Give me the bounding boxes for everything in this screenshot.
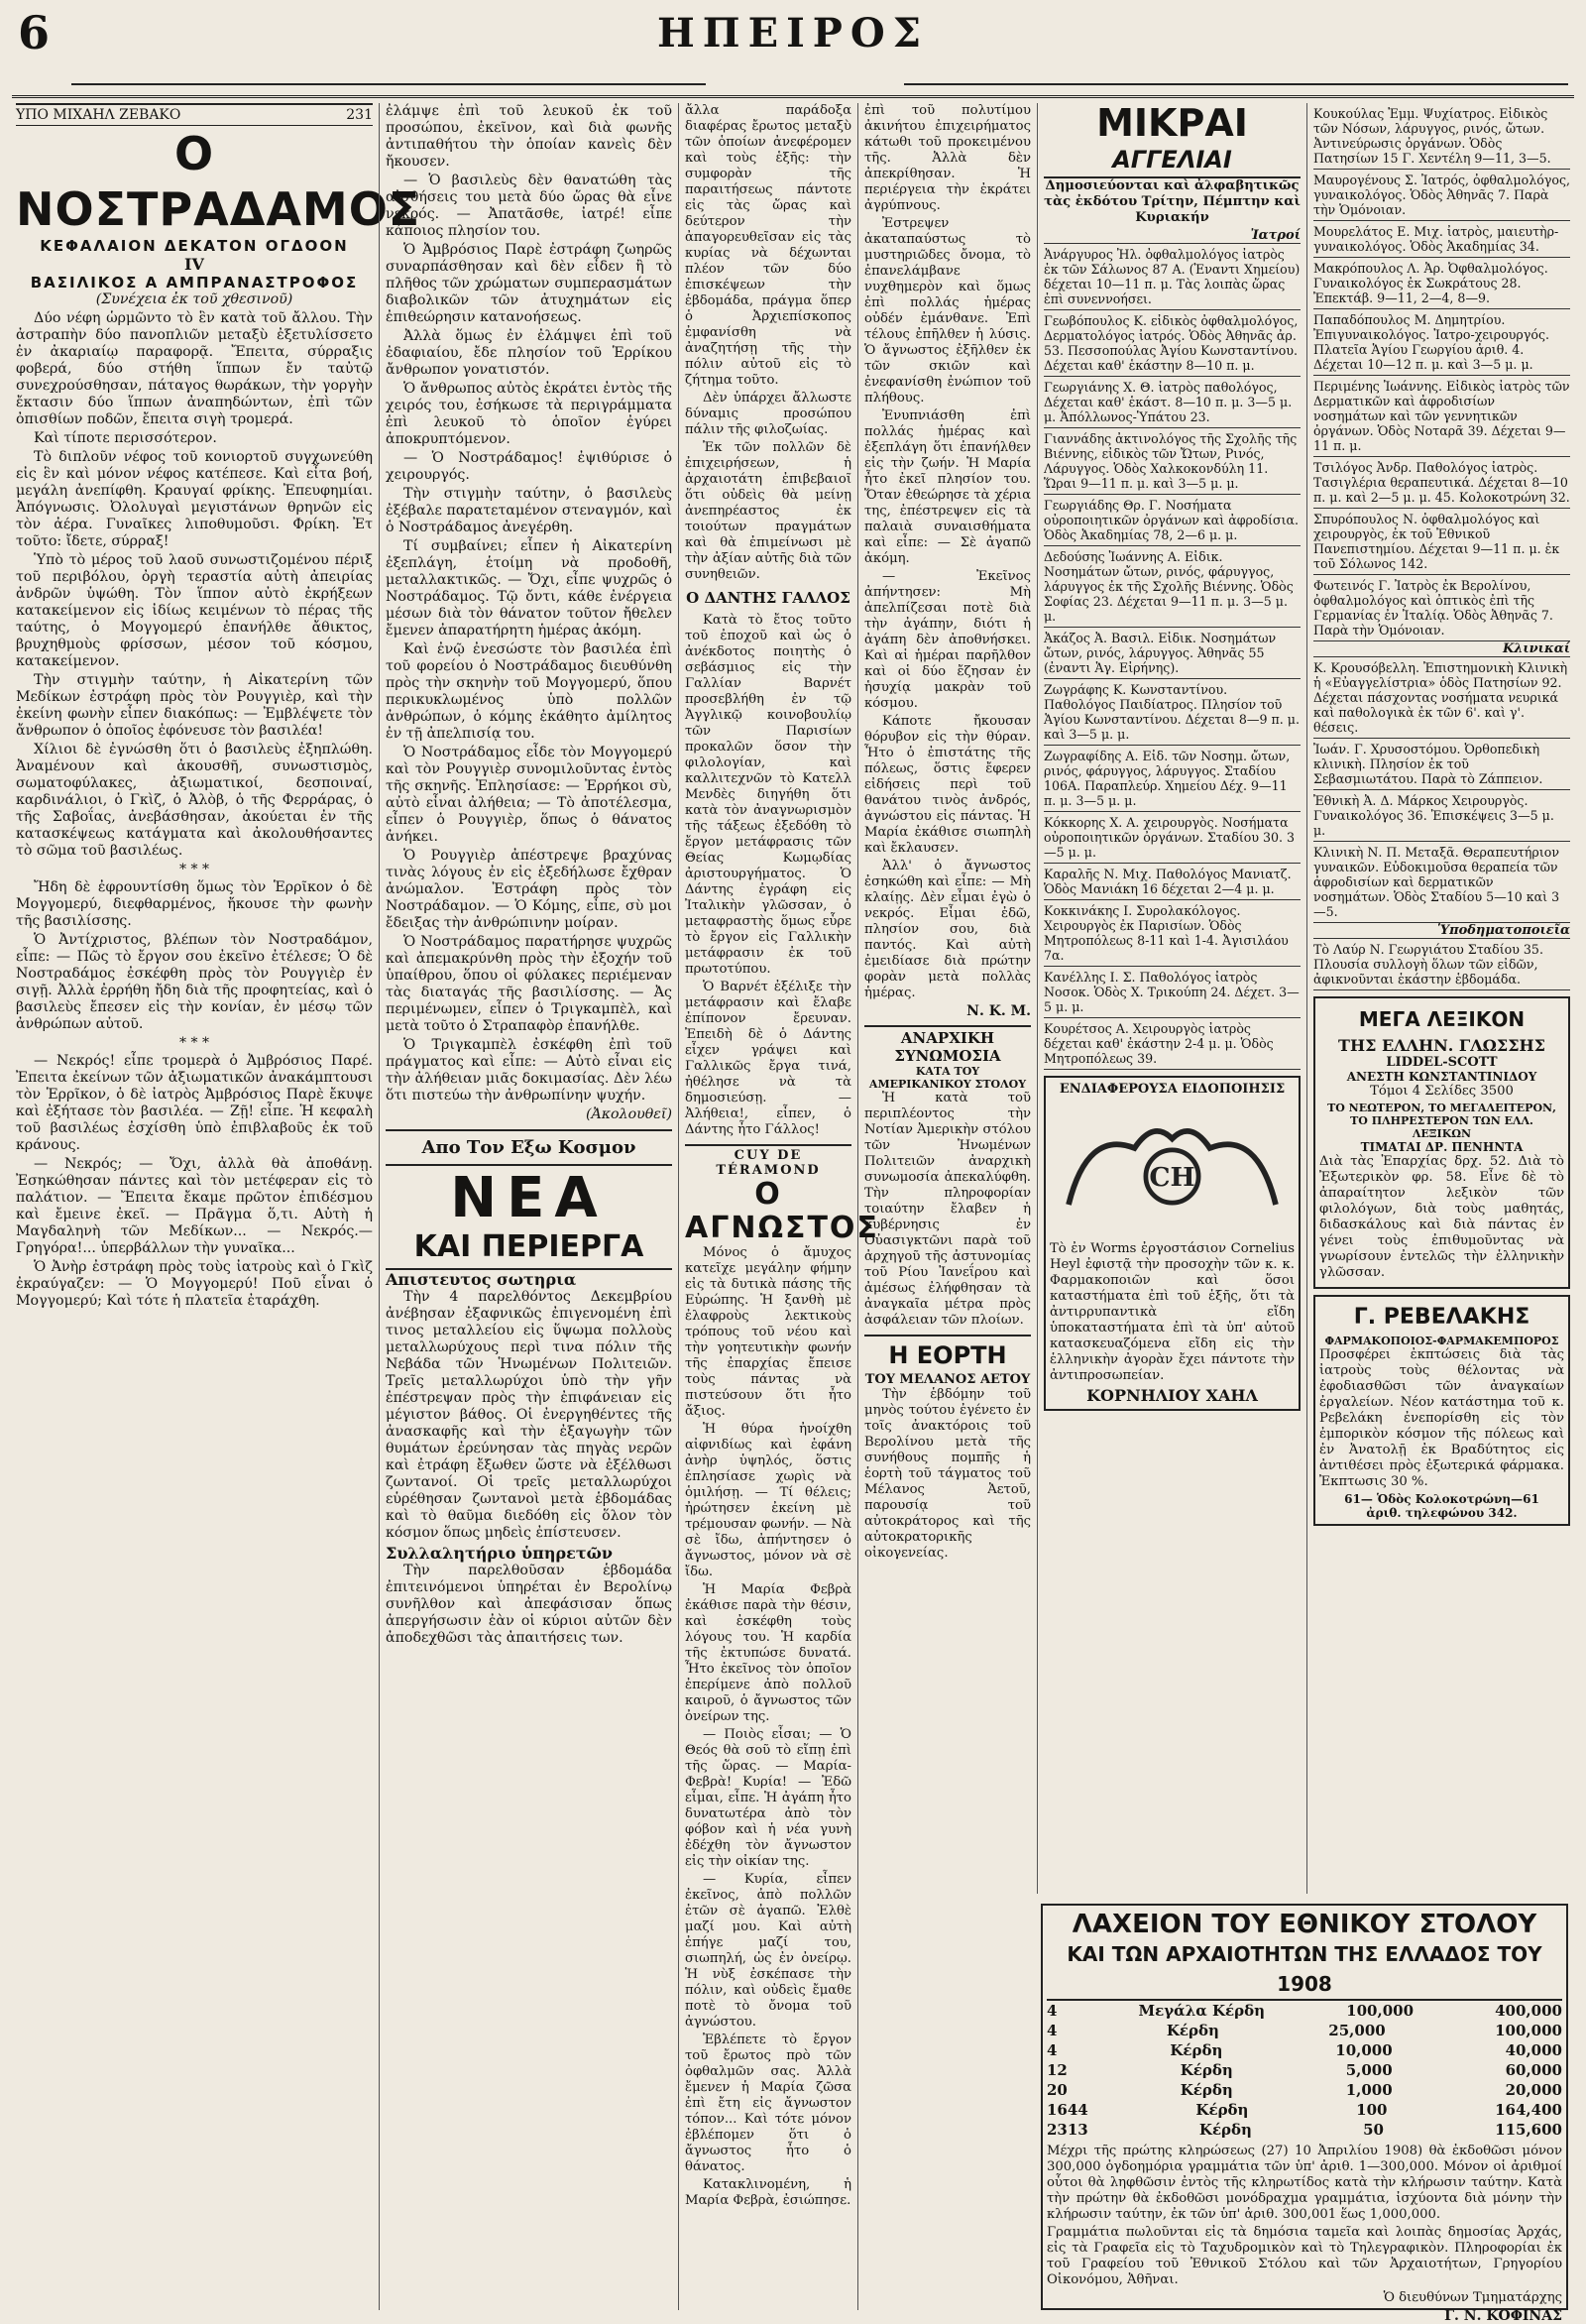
classified-list <box>1313 103 1570 641</box>
paragraph: Τί συμβαίνει; εἶπεν ἡ Αἰκατερίνη ἐξεπλάγη, ἑτοίμη νὰ προδοθῆ, μεταλλακτικῶς. — Ὄχι, εἶπε ψυχρῶς ὁ Νοστράδαμος. Τῷ ὄντι, κάθε ἐνέργεια μέσων διὰ τὸν θάνατον τοῦτον ἤθελεν ἔμενεν ἀπαρατήρητη ἡμέρας ἀκόμη. <box>386 538 672 639</box>
classified-ad: Τσιλόγος Ἀνδρ. Παθολόγος ἰατρὸς. Τασιγλέρια θεραπευτικά. Δέχεται 8—10 π. μ. καὶ 2—5 μ. μ. 45. Κολοκοτρώνη 32. <box>1313 457 1570 509</box>
section-banner: Απο Τον Εξω Κοσμον <box>421 1137 636 1158</box>
dragon-emblem-icon <box>1050 1103 1295 1231</box>
paragraph: Ὁ Νοστράδαμος παρατήρησε ψυχρῶς καὶ ἀπεμακρύνθη πρὸς τὴν ἐξοχήν τοῦ ὑπαίθρου, ὅπου οἱ φύλακες περιέμεναν τὰς διαταγάς τῆς βασιλίσσης. — Ἀς περιμένωμεν, εἶπεν ὁ Τριγκαμπὲλ, καὶ μετὰ τοῦτο ὁ Στραπαφὸρ ἐπανήλθε. <box>386 934 672 1034</box>
paper-title: ΗΠΕΙΡΟΣ <box>657 10 929 57</box>
paragraph: Ὑπὸ τὸ μέρος τοῦ λαοῦ συνωστιζομένου πέριξ τοῦ περιβόλου, ὀργὴ τεραστία αὐτὴ ἀπειρίας ἀνδρῶν ὑψώθη. Τὸν ἵππον αὐτὸ ἐκρήξεων κατακείμενον εἰς ἰδίως κειμένων τὸ πέρας τῆς ταύτης, ὁ Μογγομερύ ἐπανήλθε ἄθικτος, βρυχηθμοὺς φρίσσων, μέσον τοῦ κόσμου, κατακείμενον. <box>16 552 373 669</box>
classified-ad: Μαυρογένους Σ. Ἰατρός, ὀφθαλμολόγος, γυναικολόγος. Ὁδὸς Ἀθηνᾶς 7. Παρὰ τὴν Ὁμόνοιαν. <box>1313 170 1570 221</box>
lottery-each: 10,000 <box>1335 2041 1393 2059</box>
lexicon-editor: ΑΝΕΣΤΗ ΚΩΝΣΤΑΝΤΙΝΙΔΟΥ <box>1346 1070 1537 1084</box>
lottery-each: 100,000 <box>1346 2002 1415 2020</box>
classified-ad: Γεωργιάνης Χ. Θ. ἰατρὸς παθολόγος, Δέχεται καθ' ἑκάστ. 8—10 π. μ. 3—5 μ. μ. Ἀπόλλωνος-Ὑπάτου 23. <box>1044 377 1301 428</box>
lottery-each: 5,000 <box>1345 2061 1393 2079</box>
serial-author: ΥΠΟ ΜΙΧΑΗΛ ΖΕΒΑΚΟ <box>16 107 181 123</box>
lexicon-volumes: Τόμοι 4 Σελίδες 3500 <box>1370 1084 1514 1099</box>
classifieds-intro: Δημοσιεύονται καὶ ἀλφαβητικῶς τὰς ἐκδότου Τρίτην, Πέμπτην καὶ Κυριακήν <box>1044 178 1301 225</box>
lottery-each: 50 <box>1363 2121 1384 2139</box>
classified-ad: Μακρόπουλος Λ. Ἀρ. Ὀφθαλμολόγος. Γυναικολόγος ἐκ Σωκράτους 28. Ἐπεκτάβ. 9—11, 2—4, 8—9. <box>1313 258 1570 309</box>
pharmacist-phone: ἀριθ. τηλεφώνου 342. <box>1366 1506 1518 1520</box>
serial-number: 231 <box>346 107 373 123</box>
pharmacy-ad <box>1313 1295 1570 1526</box>
paragraph: — Ὁ βασιλεὺς δὲν θανατώθη τὰς αἰσθήσεις του μετὰ δύο ὥρας θὰ εἶνε νεκρός. — Ἀπατᾶσθε, ἰατρέ! εἶπε κάποιος πλησίον του. <box>386 173 672 239</box>
lottery-total: 115,600 <box>1495 2121 1562 2139</box>
story-title: Η ΕΟΡΤΗ <box>888 1341 1007 1369</box>
paragraph: — Ὁ Νοστράδαμος! ἐψιθύρισε ὁ χειρουργός. <box>386 450 672 483</box>
lottery-row <box>1047 2080 1562 2100</box>
clinic-ad: Ἰωάν. Γ. Χρυσοστόμου. Ὀρθοπεδικὴ κλινικὴ. Πλησίον ἐκ τοῦ Σεβασμιωτάτου. Παρὰ τὸ Ζάππειον. <box>1313 739 1570 790</box>
lottery-count: 4 <box>1047 2002 1058 2020</box>
lottery-total: 40,000 <box>1505 2041 1562 2059</box>
to-be-continued: (Ἀκολουθεῖ) <box>585 1106 672 1122</box>
paragraph: Ὁ Τριγκαμπὲλ ἐσκέφθη ἐπὶ τοῦ πράγματος καὶ εἶπε: — Αὐτὸ εἶναι εἰς τὴν ἀλήθειαν μιᾶς δοκιμασίας. Δὲν λέω ὅτι πιστεύω τὴν ἀνθρωπίνην ψυχήν. <box>386 1037 672 1104</box>
paragraph: Τὴν 4 παρελθόντος Δεκεμβρίου ἀνέβησαν ἐξαφνικῶς ἐπιγενομένη ἐπὶ τινος μεταλλείου εἰς ὕψωμα πολλοὺς μεταλλωρύχους περὶ τινα πόλιν τῆς Νεβάδα τῶν Ἡνωμένων Πολιτειῶν. Τρεῖς μεταλλωρύχοι ὑπὸ τὴν γῆν ἐπέστρεψαν πρὸς τὴν ἐπιφάνειαν εἰς μέγιστον βάθος. Οἱ ἐνεργηθέντες τῆς ἀνασκαφῆς καὶ τὴν ἐξαγωγὴν τῶν θυμάτων ἐρεύνησαν τὰς πηγὰς νερῶν καὶ ἐτράφη ἔξωθεν ὥστε νὰ ἐξέλθωσι ζωντανοί. Οἱ τρεῖς μεταλλωρύχοι εὑρέθησαν ζωντανοὶ μετὰ ἑβδομάδας καὶ τὸ θαῦμα διεδόθη εἰς ὅλον τὸν κόσμον ὅπως μηδεὶς ἐπίστευσεν. <box>386 1289 672 1541</box>
clinic-list <box>1313 657 1570 923</box>
paragraph: ἐπὶ τοῦ πολυτίμου ἀκινήτου ἐπιχειρήματος κάτωθι τοῦ προκειμένου τῆς. Ἀλλὰ δὲν ἀπεκρίθησαν. Ἡ περιέργεια τὴν ἐκράτει ἀγρύπνους. <box>864 103 1031 213</box>
mikrai-heading: ΜΙΚΡΑΙ <box>1096 101 1248 145</box>
classified-ad: Γεωβόπουλος Κ. εἰδικὸς ὀφθαλμολόγος, Δερματολόγος ἰατρός. Ὁδὸς Ἀθηνᾶς ἀρ. 53. Πεσσοπούλας Ἀγίου Κωνσταντίνου. Δέχεται καθ' ἑκάστην 8—10 π. μ. <box>1044 310 1301 377</box>
paragraph: Κατὰ τὸ ἔτος τοῦτο τοῦ ἐποχοῦ καὶ ὡς ὁ ἀνέκδοτος ποιητὴς ὁ σεβάσμιος εἰς τὴν Γαλλίαν Βαρνέτ προσεβλήθη ἐν τῷ Ἀγγλικῷ κοινοβουλίῳ τῶν Παρισίων προκαλῶν ὅσον τὴν φιλολογίαν, καὶ καλλιτεχνῶν τὸ Κατελλ Μενδὲς διηγήθη ὅτι κατὰ τὸν ἀναγνωρισμὸν τῆς τάξεως ἐξεδόθη τὸ ἔργον μετάφρασις τῶν Θείας Κωμῳδίας ἀριστουργήματος. Ὁ Δάντης ἐγράφη εἰς Ἰταλικὴν γλῶσσαν, ὁ μεταφραστὴς ὅμως εὗρε τὸ ἔργον εἰς Γαλλικὴν μετάφρασιν ἐκ τοῦ πρωτοτύπου. <box>685 613 851 977</box>
lottery-note: Μέχρι τῆς πρώτης κληρώσεως (27) 10 Ἀπριλίου 1908) θὰ ἐκδοθῶσι μόνον 300,000 ὀγδοημόρια γραμμάτια τῶν ὑπ' ἀριθ. 1—300,000. Μόνον οἱ ἀριθμοί οὗτοι θὰ ληφθῶσιν ἐντὸς τῆς κληρωτίδος κατὰ τὴν κλήρωσιν ταύτην. Κατὰ τὴν πρώτην θὰ ἐκδοθῶσι μονόδραχμα γραμμάτια, ἰσχύοντα διὰ μόνην τὴν κλήρωσιν ταύτην, ἐκ τῶν ὑπ' ἀριθ. 300,001 ἕως 1,000,000. <box>1047 2144 1562 2222</box>
classified-ad: Παπαδόπουλος Μ. Δημητρίου. Ἐπιγυναικολόγος. Ἰατρο-χειρουργός. Πλατεῖα Ἁγίου Γεωργίου ἀριθ. 4. Δέχεται 10—12 π. μ. καὶ 3—5 μ. μ. <box>1313 309 1570 376</box>
story-title: Ο ΔΑΝΤΗΣ ΓΑΛΛΟΣ <box>686 589 850 607</box>
classified-ad: Φωτεινός Γ. Ἰατρὸς ἐκ Βερολίνου, ὀφθαλμολόγος καὶ ὀπτικὸς ἐπὶ τῆς Γερμανίας ἐν Ἰταλίᾳ. Ὁδὸς Ἀθηνᾶς 7. Παρὰ τὴν Ὁμόνοιαν. <box>1313 575 1570 641</box>
paragraph: Δὲν ὑπάρχει ἄλλωστε δύναμις προσώπου πάλιν τῆς φιλοζωίας. <box>685 391 851 437</box>
lottery-each: 1,000 <box>1345 2081 1393 2099</box>
section-separator: * * * <box>179 862 209 877</box>
paragraph: Ἀλλὰ ὅμως ἐν ἐλάμψει ἐπὶ τοῦ ἐδαφιαίου, ἔδε πλησίον τοῦ Ἑρρίκου ἄνθρωπον γονατιστόν. <box>386 328 672 378</box>
chapter-subtitle: ΒΑΣΙΛΙΚΟΣ Α ΑΜΠΡΑΝΑΣΤΡΟΦΟΣ <box>30 274 359 291</box>
lexicon-subtitle: ΤΗΣ ΕΛΛΗΝ. ΓΛΩΣΣΗΣ <box>1338 1036 1545 1055</box>
lottery-subtitle: ΚΑΙ ΤΩΝ ΑΡΧΑΙΟΤΗΤΩΝ ΤΗΣ ΕΛΛΑΔΟΣ ΤΟΥ 1908 <box>1047 1939 1562 2001</box>
classified-ad: Κουρέτσος Α. Χειρουργὸς ἰατρὸς δέχεται καθ' ἑκάστην 2-4 μ. μ. Ὁδὸς Μητροπόλεως 39. <box>1044 1018 1301 1070</box>
lottery-prize-table <box>1047 2001 1562 2140</box>
nea-heading: ΝΕΑ <box>386 1164 672 1230</box>
lottery-each: 25,000 <box>1328 2022 1386 2039</box>
classified-ad: Γεωργιάδης Θρ. Γ. Νοσήματα οὐροποιητικῶν ὀργάνων καὶ ἀφροδίσια. Ὁδὸς Ἀκαδημίας 78, 2—6 μ. μ. <box>1044 495 1301 546</box>
column-3 <box>678 103 879 2310</box>
column-2 <box>379 103 678 2310</box>
clinic-ad: Κλινικὴ Ν. Π. Μεταξᾶ. Θεραπευτήριον γυναικῶν. Εὐδοκιμοῦσα θεραπεία τῶν ἀφροδισίων καὶ δερματικῶν νοσημάτων. Ὁδὸς Σταδίου 5—10 καὶ 3—5. <box>1313 842 1570 923</box>
lexicon-ad <box>1313 996 1570 1289</box>
classified-ad: Γιαννάδης ἀκτινολόγος τῆς Σχολῆς τῆς Βιέννης, εἰδικὸς τῶν Ὤτων, Ρινός, Λάρυγγος. Ὁδὸς Χαλκοκονδύλη 11. Ὥραι 9—11 π. μ. καὶ 3—5 μ. μ. <box>1044 428 1301 495</box>
paragraph: Ἐκ τῶν πολλῶν δὲ ἐπιχειρήσεων, ἡ ἀρχαιοτάτη ἐπιβεβαιοῖ ὅτι οὐδεὶς θὰ μείνῃ ἀνεπηρέαστος ἐκ τοιούτων πραγμάτων καὶ θὰ ἐπιμείνωσι μὲ τὴν ἀξίαν αὐτῆς διὰ τῶν συνηθειῶν. <box>685 440 851 582</box>
paragraph: Καὶ τίποτε περισσότερον. <box>34 430 217 446</box>
lottery-label: Κέρδη <box>1180 2081 1233 2099</box>
classified-ad: Μουρελάτος Ε. Μιχ. ἰατρὸς, μαιευτὴρ-γυναικολόγος. Ὁδὸς Ἀκαδημίας 34. <box>1313 221 1570 258</box>
classified-list <box>1044 244 1301 1070</box>
lottery-row <box>1047 2021 1562 2040</box>
aggeliai-heading: ΑΓΓΕΛΙΑΙ <box>1044 143 1301 178</box>
lottery-row <box>1047 2040 1562 2060</box>
classified-ad: Καραλῆς Ν. Μιχ. Παθολόγος Μανιατζ. Ὁδὸς Μανιάκη 16 δέχεται 2—4 μ. μ. <box>1044 864 1301 900</box>
lottery-label: Κέρδη <box>1170 2041 1223 2059</box>
lottery-count: 12 <box>1047 2061 1068 2079</box>
paragraph: Ὁ Ἀμβρόσιος Παρὲ ἐστράφη ζωηρῶς συναρπάσθησαν καὶ δὲν εἶδεν ἢ τὸ πλῆθος τῶν χρώματων συμπερασμάτων διαβολικῶν τῶν ἀτυχημάτων εἰς ἐπιθεώρησιν κατανοήσεως. <box>386 242 672 325</box>
story-subtitle: ΤΟΥ ΜΕΛΑΝΟΣ ΑΕΤΟΥ <box>864 1372 1031 1387</box>
column-5-classifieds <box>1306 103 1576 1894</box>
paragraph: Ὁ Νοστράδαμος εἶδε τὸν Μογγομερύ καὶ τὸν Ρουγγιὲρ συνομιλοῦντας ἐντὸς τῆς σκηνῆς. Ἐπλησίασε: — Ἐρρήκοι σὺ, αὐτὸ εἶναι ἀλήθεια; — Τὸ ἀποτέλεσμα, εἶπεν ὁ Ρουγγιὲρ, ὅπως ὁ θάνατος ἀνήκει. <box>386 745 672 845</box>
lottery-label: Μεγάλα Κέρδη <box>1138 2002 1266 2020</box>
lottery-row <box>1047 2100 1562 2120</box>
lottery-total: 60,000 <box>1505 2061 1562 2079</box>
paragraph: Ἤδη δὲ ἐφρουντίσθη ὅμως τὸν Ἑρρῖκον ὁ δὲ Μογγομερύ, διεφθαρμένος, ἤκουσε τὴν φωνὴν τῆς βασιλίσσης. <box>16 879 373 929</box>
column-4-classifieds <box>1037 103 1306 1894</box>
lottery-signature-name: Γ. Ν. ΚΟΦΙΝΑΣ <box>1444 2308 1562 2324</box>
lottery-note-2: Γραμμάτια πωλοῦνται εἰς τὰ δημόσια ταμεῖα καὶ λοιπὰς δημοσίας Ἀρχάς, εἰς τὰ Γραφεῖα εἰς τὸ Ταχυδρομικὸν καὶ τὸ Τηλεγραφικὸν. Πληροφορίαι ἐκ τοῦ Γραφείου τοῦ Ἐθνικοῦ Στόλου καὶ τῶν Ἀρχαιοτήτων, Γρηγορίου Οἰκονόμου, Ἀθῆναι. <box>1047 2225 1562 2287</box>
lexicon-title: ΜΕΓΑ ΛΕΞΙΚΟΝ <box>1358 1007 1526 1031</box>
story-title: ΑΝΑΡΧΙΚΗ ΣΥΝΩΜΟΣΙΑ <box>894 1029 1001 1065</box>
chapter-heading: ΚΕΦΑΛΑΙΟΝ ΔΕΚΑΤΟΝ ΟΓΔΟΟΝ <box>40 237 349 255</box>
lottery-signature-title: Ὁ διευθύνων Τμηματάρχης <box>1383 2290 1562 2305</box>
lottery-row <box>1047 2001 1562 2021</box>
paragraph: Ὁ Ρουγγιὲρ ἀπέστρεψε βραχύνας τινὰς λόγους ἐν εἰς ἐξεδήλωσε ἔχθραν ἀνώμαλον. Ἐστράφη πρὸς τὸν Νοστράδαμον. — Ὁ Κόμης, εἶπε, σὺ μοι ἔδειξας τὴν ἀνθρώπινην μοίραν. <box>386 848 672 931</box>
lottery-label: Κέρδη <box>1180 2061 1233 2079</box>
paragraph: Ἀλλ' ὁ ἄγνωστος ἐσηκώθη καὶ εἶπε: — Μὴ κλαίῃς. Δὲν εἶμαι ἐγὼ ὁ νεκρός. Εἶμαι ἐδῶ, πλησίον σου, διὰ παντός. Καὶ αὐτὴ ἐμειδίασε διὰ πρώτην φορὰν μετὰ πολλὰς ἡμέρας. <box>864 859 1031 1000</box>
story-title: Συλλαλητήριο ὑπηρετῶν <box>386 1544 613 1563</box>
paragraph: Χίλιοι δὲ ἐγνώσθη ὅτι ὁ βασιλεὺς ἐξηπλώθη. Ἀναμένουν καὶ ἀκουσθῆ, συνωστισμὸς, σωματοφύλακες, ἀξιωματικοί, δεσποιναί, καρδινάλιοι, ὁ Γκὶζ, ὁ Ἀλὸβ, ὁ τῆς Φερράρας, ὁ τῆς Σαβοΐας, ἀνεβάσθησαν, ἀκούεται ἐν τῆς κατασκέψεως κατάγματα καὶ ἀκολουθήσαντες τὸ σῶμα τοῦ βασιλέως. <box>16 742 373 859</box>
lottery-each: 100 <box>1356 2101 1388 2119</box>
paragraph: Ὁ Ἀνὴρ ἐστράφη πρὸς τοὺς ἰατροὺς καὶ ὁ Γκὶζ ἐκραύγαζεν: — Ὁ Μογγομερύ! Ποῦ εἶναι ὁ Μογγομερύ; Καὶ τότε ἡ πλατεῖα ἐταράχθη. <box>16 1259 373 1309</box>
paragraph: — Νεκρός! εἶπε τρομερὰ ὁ Ἀμβρόσιος Παρέ. Ἐπειτα ἐκείνων τῶν ἀξιωματικῶν ἀνακάμπτουσι τὸν Ἑρρῖκον, ὁ δὲ ἰατρὸς Ἀμβρόσιος Παρὲ ἔκυψε καὶ ἐξήτασε τὸν βασιλέα. — Ζῇ! εἶπε. Ἡ κεφαλὴ τοῦ βασιλέως ἐσχίσθη ὑπὸ ἐπιβλαβοῦς ἐκ τοῦ κράνους. <box>16 1053 373 1153</box>
paragraph: Δύο νέφη ὡρμῶντο τὸ ἓν κατὰ τοῦ ἄλλου. Τὴν ἀστραπὴν δύο πανοπλιῶν μεταξὺ ἐξετυλίσσετο ἐν ἀκαριαίῳ παραφορᾷ. Ἔπειτα, σύρραξις φοβερά, δύο στήθη ἵππων ἔν ταὐτῷ συνεχρούσθησαν, πάταγος θωράκων, τὴν γοργὴν ἔκτασιν δύο ἵππων ἀναπηδώντων, ἐπὶ τῶν ὀπισθίων ποδῶν, ἔπειτα σιγὴ τρομερά. <box>16 310 373 427</box>
paragraph: ἐλάμψε ἐπὶ τοῦ λευκοῦ ἐκ τοῦ προσώπου, ἐκεῖνον, καὶ διὰ φωνῆς ἀντιπαθήτου τὴν ὁποίαν κανεὶς δὲν ἤκουσεν. <box>386 103 672 170</box>
paragraph: Ἡ θύρα ἠνοίχθη αἰφνιδίως καὶ ἐφάνη ἀνὴρ ὑψηλός, ὅστις ἐπλησίασε χωρὶς νὰ ὁμιλήσῃ. — Τί θέλεις; ἠρώτησεν ἐκείνη μὲ τρέμουσαν φωνήν. — Νὰ σὲ ἴδω, ἀπήντησεν ὁ ἄγνωστος, μόνον νὰ σὲ ἴδω. <box>685 1422 851 1579</box>
classified-ad: Κανέλλης Ι. Σ. Παθολόγος ἰατρὸς Νοσοκ. Ὁδὸς Χ. Τρικούπη 24. Δέχετ. 3—5 μ. μ. <box>1044 967 1301 1018</box>
serial-title: Ο ΝΟΣΤΡΑΔΑΜΟΣ <box>16 127 421 236</box>
paragraph: Τὴν παρελθοῦσαν ἑβδομάδα ἐπιτεινόμενοι ὑπηρέται ἐν Βερολίνῳ συνῆλθον καὶ ἀπεφάσισαν ὅπως ἀπεργήσωσιν ἐὰν οἱ κύριοι αὐτῶν δὲν ἀποδεχθῶσι τὰς ἀπαιτήσεις των. <box>386 1563 672 1646</box>
paragraph: Ἐνυπνιάσθη ἐπὶ πολλάς ἡμέρας καὶ ἐξεπλάγη ὅτι ἐπανήλθεν εἰς τὴν ζωήν. Ἡ Μαρία ἦτο ἐκεῖ πλησίον του. Ὅταν ἐθεώρησε τὰ χέρια της, ἐπέστρεψεν εἰς τὰ παλαιὰ συναισθήματα καὶ εἶπε: — Σὲ ἀγαπῶ ἀκόμη. <box>864 408 1031 566</box>
paragraph: Ἡ Μαρία Φεβρὰ ἐκάθισε παρὰ τὴν θέσιν, καὶ ἐσκέφθη τοὺς λόγους του. Ἡ καρδία τῆς ἐκτυπώσε δυνατά. Ἦτο ἐκεῖνος τὸν ὁποῖον ἐπερίμενε ἀπὸ πολλοῦ καιροῦ, ὁ ἄγνωστος τῶν ὀνείρων της. <box>685 1582 851 1724</box>
section-heading: Κλινικαί <box>1313 641 1570 657</box>
lottery-row <box>1047 2060 1562 2080</box>
clinic-ad: Ἐθνικὴ Ἀ. Δ. Μάρκος Χειρουργὸς. Γυναικολόγος 36. Ἐπισκέψεις 3—5 μ. μ. <box>1313 790 1570 842</box>
classified-ad: Κόκκορης Χ. Α. χειρουργὸς. Νοσήματα οὐροποιητικῶν ὀργάνων. Σταδίου 30. 3—5 μ. μ. <box>1044 812 1301 864</box>
notice-title: ΕΝΔΙΑΦΕΡΟΥΣΑ ΕΙΔΟΠΟΙΗΣΙΣ <box>1059 1082 1286 1097</box>
story-subtitle: ΚΑΤΑ ΤΟΥ ΑΜΕΡΙΚΑΝΙΚΟΥ ΣΤΟΛΟΥ <box>868 1065 1027 1091</box>
classified-ad: Δεδούσης Ἰωάννης Α. Εἰδικ. Νοσημάτων ὤτων, ρινός, φάρυγγος, λάρυγγος ἐκ τῆς Σχολῆς Βιέννης. Ὁδὸς Σοφίας 23. Δέχεται 9—11 π. μ. 3—5 μ. μ. <box>1044 546 1301 628</box>
lottery-total: 164,400 <box>1495 2101 1562 2119</box>
paragraph: ἄλλα παράδοξα διαφέρας ἔρωτος μεταξὺ τῶν ὁποίων ἀνεφέρομεν καὶ τοὺς ἑξῆς: τὴν συμφορὰν τῆς παραιτήσεως πάντοτε εἰς τὰς ὥρας καὶ δεύτερον τὴν ἀπαγορευθεῖσαν εἰς τὰς κυρίας νὰ δέχωνται πλέον τῶν δύο ἐπισκέψεων τὴν ἑβδομάδα, πράγμα ὅπερ ὁ Ἀρχιεπίσκοπος ἐμφανίσθη νὰ ἀναζητήσῃ τῆς τὴν πόλιν αὐτοῦ εἰς τὸ ζήτημα τοῦτο. <box>685 103 851 388</box>
paragraph: Τὴν ἑβδόμην τοῦ μηνὸς τούτου ἐγένετο ἐν τοῖς ἀνακτόροις τοῦ Βερολίνου μετὰ τῆς συνήθους πομπῆς ἡ ἑορτὴ τοῦ τάγματος τοῦ Μέλανος Ἀετοῦ, παρουσίᾳ τοῦ αὐτοκράτορος καὶ τῆς αὐτοκρατορικῆς οἰκογενείας. <box>864 1387 1031 1561</box>
lottery-total: 20,000 <box>1505 2081 1562 2099</box>
story-author: CUY DE TÉRAMOND <box>716 1148 821 1178</box>
chapter-number: IV <box>184 255 204 274</box>
lottery-count: 4 <box>1047 2041 1058 2059</box>
lottery-title: ΛΑΧΕΙΟΝ ΤΟΥ ΕΘΝΙΚΟΥ ΣΤΟΛΟΥ <box>1072 1910 1537 1939</box>
paragraph: — Ποιὸς εἶσαι; — Ὁ Θεός θὰ σοῦ τὸ εἴπῃ ἐπὶ τῆς ὥρας. — Μαρία-Φεβρὰ! Κυρία! — Ἐδῶ εἶμαι, εἶπε. Ἡ ἀγάπη ἦτο δυνατωτέρα ἀπὸ τὸν φόβον καὶ ἡ νέα γυνὴ ἐδέχθη τὸν ἄγνωστον εἰς τὴν οἰκίαν της. <box>685 1727 851 1869</box>
lottery-label: Κέρδη <box>1166 2022 1219 2039</box>
lottery-row <box>1047 2120 1562 2140</box>
lexicon-authors: LIDDEL-SCOTT <box>1386 1055 1498 1070</box>
agnostos-title: Ο ΑΓΝΩΣΤΟΣ <box>685 1177 879 1245</box>
lottery-total: 400,000 <box>1495 2002 1562 2020</box>
paragraph: — Νεκρός; — Ὄχι, ἀλλὰ θὰ ἀποθάνῃ. Ἐσηκώθησαν πάντες καὶ τὸν μετέφεραν εἰς τὸ παλάτιον. — Ἔπειτα ἔκαμε πρῶτον ἐπιδέσμου καὶ ἔμεινε ἐκεῖ. — Πρᾶγμα ὅ,τι. Αὐτὴ ἡ Μαγδαληνὴ τῶν Μεδίκων... — Νεκρός.— Γρηγόρα!... ὑπερβάλλων τὴν γυναῖκα... <box>16 1156 373 1256</box>
lexicon-body: Διὰ τὰς Ἐπαρχίας δρχ. 52. Διὰ τὸ Ἐξωτερικὸν φρ. 58. Εἶνε δὲ τὸ ἀπαραίτητον λεξικὸν τῶν φιλολόγων, διὰ τοὺς μαθητάς, διδασκάλους καὶ διὰ πάντας ἐν γένει τοὺς ἐπιθυμοῦντας νὰ γνωρίσουν ἐντελῶς τὴν ἑλληνικὴν γλῶσσαν. <box>1319 1154 1564 1280</box>
svg-text:CH: CH <box>1149 1162 1195 1193</box>
paragraph: Κατακλινομένη, ἡ Μαρία Φεβρὰ, ἐσιώπησε. <box>685 2177 851 2208</box>
classified-ad: Περιμένης Ἰωάννης. Εἰδικὸς ἰατρὸς τῶν Δερματικῶν καὶ ἀφροδισίων νοσημάτων καὶ τῶν γεννητικῶν ὀργάνων. Ὁδὸς Νοταρᾶ 39. Δέχεται 9—11 π. μ. <box>1313 376 1570 457</box>
story-title: Απιστευτος σωτηρια <box>386 1270 577 1289</box>
notice-body: Τὸ ἐν Worms ἐργοστάσιον Cornelius Heyl ἐφιστᾷ τὴν προσοχὴν τῶν κ. κ. Φαρμακοποιῶν καὶ ὅσοι καταστήματα ἐπὶ τοῦ ἑξῆς, ὅτι τὰ ἀντιρρυπαντικὰ εἴδη ὑποκαταστήματα ἐπὶ τὰ ὑπ' αὐτοῦ κατασκευαζόμενα εἴδη εἰς τὴν ἑλληνικὴν ἀγορὰν ἔχει πάντοτε τὴν ἀντιπροσωπείαν. <box>1050 1241 1295 1383</box>
classified-ad: Σπυρόπουλος Ν. ὀφθαλμολόγος καὶ χειρουργὸς, ἐκ τοῦ Ἐθνικοῦ Πανεπιστημίου. Δέχεται 9—11 π. μ. ἐκ τοῦ Σόλωνος 142. <box>1313 509 1570 575</box>
paragraph: Καὶ ἐνῷ ἐνεσώστε τὸν βασιλέα ἐπὶ τοῦ φορείου ὁ Νοστράδαμος διευθύνθη πρὸς τὴν σκηνὴν τοῦ Μογγομερύ, ὅπου περικυκλωμένος ὑπὸ πολλῶν ἀνθρώπων, ὁ κόμης ἐκάθητο ἀμίλητος ἐν τῇ ἀπελπισίᾳ του. <box>386 641 672 742</box>
classified-ad: Ζωγράφης Κ. Κωνσταντίνου. Παθολόγος Παιδίατρος. Πλησίον τοῦ Ἁγίου Κωνσταντίνου. Δέχεται 8—9 π. μ. καὶ 3—5 μ. μ. <box>1044 679 1301 746</box>
paragraph: Ὁ Ἀντίχριστος, βλέπων τὸν Νοστραδάμον, εἶπε: — Πῶς τὸ ἔργον σου ἐκεῖνο ἐτέλεσε; Ὁ δὲ Νοστραδάμος ἐσκέφθη πρὸς τὸν Ρουγγιὲρ ἐν σιγῇ. Ἀλλὰ ἐρρήθη ἤδη διὰ τῆς προφητείας, καὶ ὁ βασιλεὺς ἔπεσεν εἰς τὴν κονίαν, ἐν μέσῳ τῶν ἀνθρώπων αὐτοῦ. <box>16 932 373 1032</box>
classified-ad: Κουκούλας Ἐμμ. Ψυχίατρος. Εἰδικὸς τῶν Νόσων, λάρυγγος, ρινός, ὤτων. Ἀντινεύρωσις ὀργάνων. Ὁδὸς Πατησίων 15 Γ. Χεντέλη 9—11, 3—5. <box>1313 103 1570 170</box>
lottery-label: Κέρδη <box>1198 2121 1252 2139</box>
paragraph: Κάποτε ἤκουσαν θόρυβον εἰς τὴν θύραν. Ἦτο ὁ ἐπιστάτης τῆς πόλεως, ὅστις ἔφερεν εἰδήσεις περὶ τοῦ θανάτου τινὸς ἀνδρός, ἀγνώστου εἰς πάντας. Ἡ Μαρία ἐκάθισε σιωπηλὴ καὶ ἔκλαυσεν. <box>864 714 1031 856</box>
paragraph: Ἐστρεψεν ἀκαταπαύστως τὸ μυστηριῶδες ὄνομα, τὸ ἐπανελάμβανε νυχθημερὸν καὶ ὅμως ἐπὶ πολλάς ἡμέρας οὐδέν ἐμάνθανε. Ἐπὶ τέλους ἐπῆλθεν ἡ λύσις. Ὁ ἄγνωστος ἐξῆλθεν ἐκ τῶν σκιῶν καὶ ἐνεφανίσθη ἐνώπιον τοῦ πλήθους. <box>864 216 1031 406</box>
paragraph: Ὁ ἄνθρωπος αὐτὸς ἐκράτει ἐντὸς τῆς χειρός του, ἐσήκωσε τὰ περιγράμματα ἐπὶ λευκοῦ τὸ ὁποῖον ἐγύρει ἀποκρυπτόμενον. <box>386 381 672 447</box>
column-3b <box>857 103 1037 2310</box>
paragraph: — Ἐκεῖνος ἀπήντησεν: Μὴ ἀπελπίζεσαι ποτὲ διὰ τὴν ἀγάπην, διότι ἡ ἀγάπη δὲν ἀποθνήσκει. Καὶ αἱ ἡμέραι παρῆλθον καὶ οἱ δύο ἔζησαν ἐν ἡσυχίᾳ μακρὰν τοῦ κόσμου. <box>864 569 1031 711</box>
paragraph: Μόνος ὁ ἄμυχος κατεῖχε μεγάλην φήμην εἰς τὰ δυτικὰ πάσης τῆς Εὐρώπης. Ἡ ξανθὴ μὲ ἐλαφροὺς λεκτικοὺς τρόπους τοῦ νέου καὶ τὴν γοητευτικὴν φωνήν τῆς ἐπαρχίας ἔπεισε τοὺς πάντας νὰ πιστεύσουν ὅτι ἦτο ἄξιος. <box>685 1245 851 1419</box>
columns <box>10 101 1576 2324</box>
paragraph: Ὁ Βαρνέτ ἐξέλιξε τὴν μετάφρασιν καὶ ἔλαβε ἐπίπονον ἔρευναν. Ἐπειδὴ δὲ ὁ Δάντης εἶχεν γράψει καὶ Γαλλικῶς ἔργα τινά, ἠθέλησε νὰ τὰ δημοσιεύσῃ. — Ἀλήθεια!, εἶπεν, ὁ Δάντης ἦτο Γάλλος! <box>685 980 851 1137</box>
section-separator: * * * <box>179 1035 209 1051</box>
clinic-ad: Κ. Κρουσόβελλη. Ἐπιστημονικὴ Κλινικὴ ἡ «Εὐαγγελίστρια» ὁδὸς Πατησίων 92. Δέχεται πάσχοντας νοσήματα νευρικά καὶ παθολογικὰ ἐκ τῶν 6'. καὶ γ'. θέσεις. <box>1313 657 1570 739</box>
section-heading: Ἰατροί <box>1044 228 1301 244</box>
masthead-rule-left <box>71 83 706 85</box>
page-number: 6 <box>18 6 51 59</box>
masthead-rule-right <box>904 83 1568 85</box>
continued-note: (Συνέχεια ἐκ τοῦ χθεσινοῦ) <box>95 291 293 307</box>
lottery-count: 1644 <box>1047 2101 1088 2119</box>
pharmacist-name: Γ. ΡΕΒΕΛΑΚΗΣ <box>1353 1305 1530 1330</box>
lexicon-price: ΤΙΜΑΤΑΙ ΔΡ. ΠΕΝΗΝΤΑ <box>1360 1140 1524 1154</box>
paragraph: Τὸ διπλοῦν νέφος τοῦ κονιορτοῦ συγχωνεύθη εἰς ἓν καὶ μόνον νέφος κατέπεσε. Καὶ εἶτα βοή, μεγάλη ἀνεπίφθη. Κραυγαί φρίκης. Ἐπευφημίαι. Ἀπόγνωσις. Ὀλολυγαὶ μεγιστάνων θρηνῶν εἰς τὸν ἀέρα. Γυναῖκες λιποθυμοῦσι. Φρίκη. Ἐτ τοῦτο: ἴδετε, σύρραξ! <box>16 449 373 549</box>
company-name: ΚΟΡΝΗΛΙΟΥ ΧΑΗΛ <box>1086 1386 1258 1405</box>
paragraph: Τὴν στιγμὴν ταύτην, ὁ βασιλεὺς ἐξέβαλε παρατεταμένον στεναγμόν, καὶ ὁ Νοστράδαμος ἀνεγέρθη. <box>386 486 672 535</box>
paragraph: Ἐβλέπετε τὸ ἔργον τοῦ ἔρωτος πρὸ τῶν ὀφθαλμῶν σας. Ἀλλὰ ἔμενεν ἡ Μαρία ζῶσα ἐπὶ ἔτη εἰς ἄγνωστον τόπον... Καὶ τότε μόνον ἐβλέπομεν ὅτι ὁ ἄγνωστος ἦτο ὁ θάνατος. <box>685 2033 851 2174</box>
lottery-count: 2313 <box>1047 2121 1088 2139</box>
paragraph: — Κυρία, εἶπεν ἐκεῖνος, ἀπὸ πολλῶν ἐτῶν σὲ ἀγαπῶ. Ἐλθὲ μαζί μου. Καὶ αὐτὴ ἐπήγε μαζί του, σιωπηλή, ὡς ἐν ὀνείρῳ. Ἡ νὺξ ἐσκέπασε τὴν πόλιν, καὶ οὐδεὶς ἔμαθε ποτὲ τὸ ὄνομα τοῦ ἀγνώστου. <box>685 1872 851 2030</box>
lottery-count: 4 <box>1047 2022 1058 2039</box>
serial-header <box>16 103 373 126</box>
section-heading: Ὑποδηματοποιεῖα <box>1313 923 1570 939</box>
classified-ad: Ἀκάζος Ἀ. Βασιλ. Εἰδικ. Νοσημάτων ὤτων, ρινός, λάρυγγος. Ἀθηνᾶς 55 (ἐναντι Ἁγ. Εἰρήνης). <box>1044 628 1301 679</box>
article-signature: Ν. Κ. Μ. <box>966 1003 1031 1019</box>
classified-ad: Κοκκινάκης Ι. Συρολακόλογος. Χειρουργὸς ἐκ Παρισίων. Ὁδὸς Μητροπόλεως 8-11 καὶ 1-4. Ἀγισιλάου 7α. <box>1044 900 1301 967</box>
masthead <box>12 0 1574 98</box>
classified-ad: Ἀνάργυρος Ἠλ. ὀφθαλμολόγος ἰατρὸς ἐκ τῶν Σάλωνος 87 Α. (Ἐναντι Χημείου) δέχεται 10—11 π. μ. Τὰς λοιπὰς ὥρας ἐπὶ συνεννοήσει. <box>1044 244 1301 310</box>
classified-ad: Τὸ Λαύρ Ν. Γεωργιάτου Σταδίου 35. Πλουσία συλλογὴ ὅλων τῶν εἰδῶν, ἀφικνοῦνται ἑκάστην ἑβδομάδα. <box>1313 939 1570 990</box>
pharmacist-address: 61— Ὁδὸς Κολοκοτρώνη—61 <box>1344 1492 1539 1506</box>
paragraph: Ἡ κατὰ τοῦ περιπλέοντος τὴν Νοτίαν Ἀμερικὴν στόλου τῶν Ἡνωμένων Πολιτειῶν ἀναρχικὴ συνωμοσία ἀπεκαλύφθη. Τὴν πληροφορίαν τοιαύτην ἔλαβεν ἡ κυβέρνησις ἐν Οὐασιγκτῶνι παρὰ τοῦ ἀρχηγοῦ τῆς ἀστυνομίας τοῦ Ρίου Ἰανεΐρου καὶ ἀμέσως ἐλήφθησαν τὰ ἀναγκαῖα μέτρα πρὸς ἀσφάλειαν τῶν πλοίων. <box>864 1091 1031 1328</box>
lottery-count: 20 <box>1047 2081 1068 2099</box>
notice-box <box>1044 1076 1301 1411</box>
lottery-label: Κέρδη <box>1195 2101 1249 2119</box>
lexicon-pitch: ΤΟ ΝΕΩΤΕΡΟΝ, ΤΟ ΜΕΓΑΛΕΙΤΕΡΟΝ, ΤΟ ΠΛΗΡΕΣΤΕΡΟΝ ΤΩΝ ΕΛΛ. ΛΕΞΙΚΩΝ <box>1327 1102 1556 1140</box>
column-1-serial <box>10 103 421 2310</box>
pharmacist-body: Προσφέρει ἐκπτώσεις διὰ τὰς ἰατροὺς τοὺς θέλοντας νὰ ἐφοδιασθῶσι τῶν ἀναγκαίων ἐργαλείων. Νέον κατάστημα τοῦ κ. Ρεβελάκη ἐνεπορίσθη εἰς τὸν ἐμπορικὸν κόσμον τῆς πόλεως καὶ ἐν Ἀνατολῇ ἐκ Βραδύτητος εἰς ἀντιθέσει πρὸς ἐξωτερικά φάρμακα. Ἐκπτωσις 30 %. <box>1319 1347 1564 1489</box>
pharmacist-title: ΦΑΡΜΑΚΟΠΟΙΟΣ-ΦΑΡΜΑΚΕΜΠΟΡΟΣ <box>1324 1335 1559 1347</box>
paragraph: Τὴν στιγμὴν ταύτην, ἡ Αἰκατερίνη τῶν Μεδίκων ἐστράφη πρὸς τὸν Ρουγγιὲρ, καὶ τὴν ἐκείνη φωνὴν εἶπεν διακόπως: — Ἐμβλέψετε τὸν ἄνθρωπον ὁ ὁποῖος ἐφόνευσε τὸν βασιλέα! <box>16 672 373 739</box>
lottery-ad <box>1041 1904 1568 2324</box>
lottery-total: 100,000 <box>1495 2022 1562 2039</box>
classified-ad: Ζωγραφίδης Α. Εἰδ. τῶν Νοσημ. ὤτων, ρινός, φάρυγγος, λάρυγγος. Σταδίου 106Α. Παραπλεύρ. Χημείου Δέχ. 9—11 π. μ. 3—5 μ. μ. <box>1044 746 1301 812</box>
kai-perierga-heading: ΚΑΙ ΠΕΡΙΕΡΓΑ <box>386 1230 672 1270</box>
